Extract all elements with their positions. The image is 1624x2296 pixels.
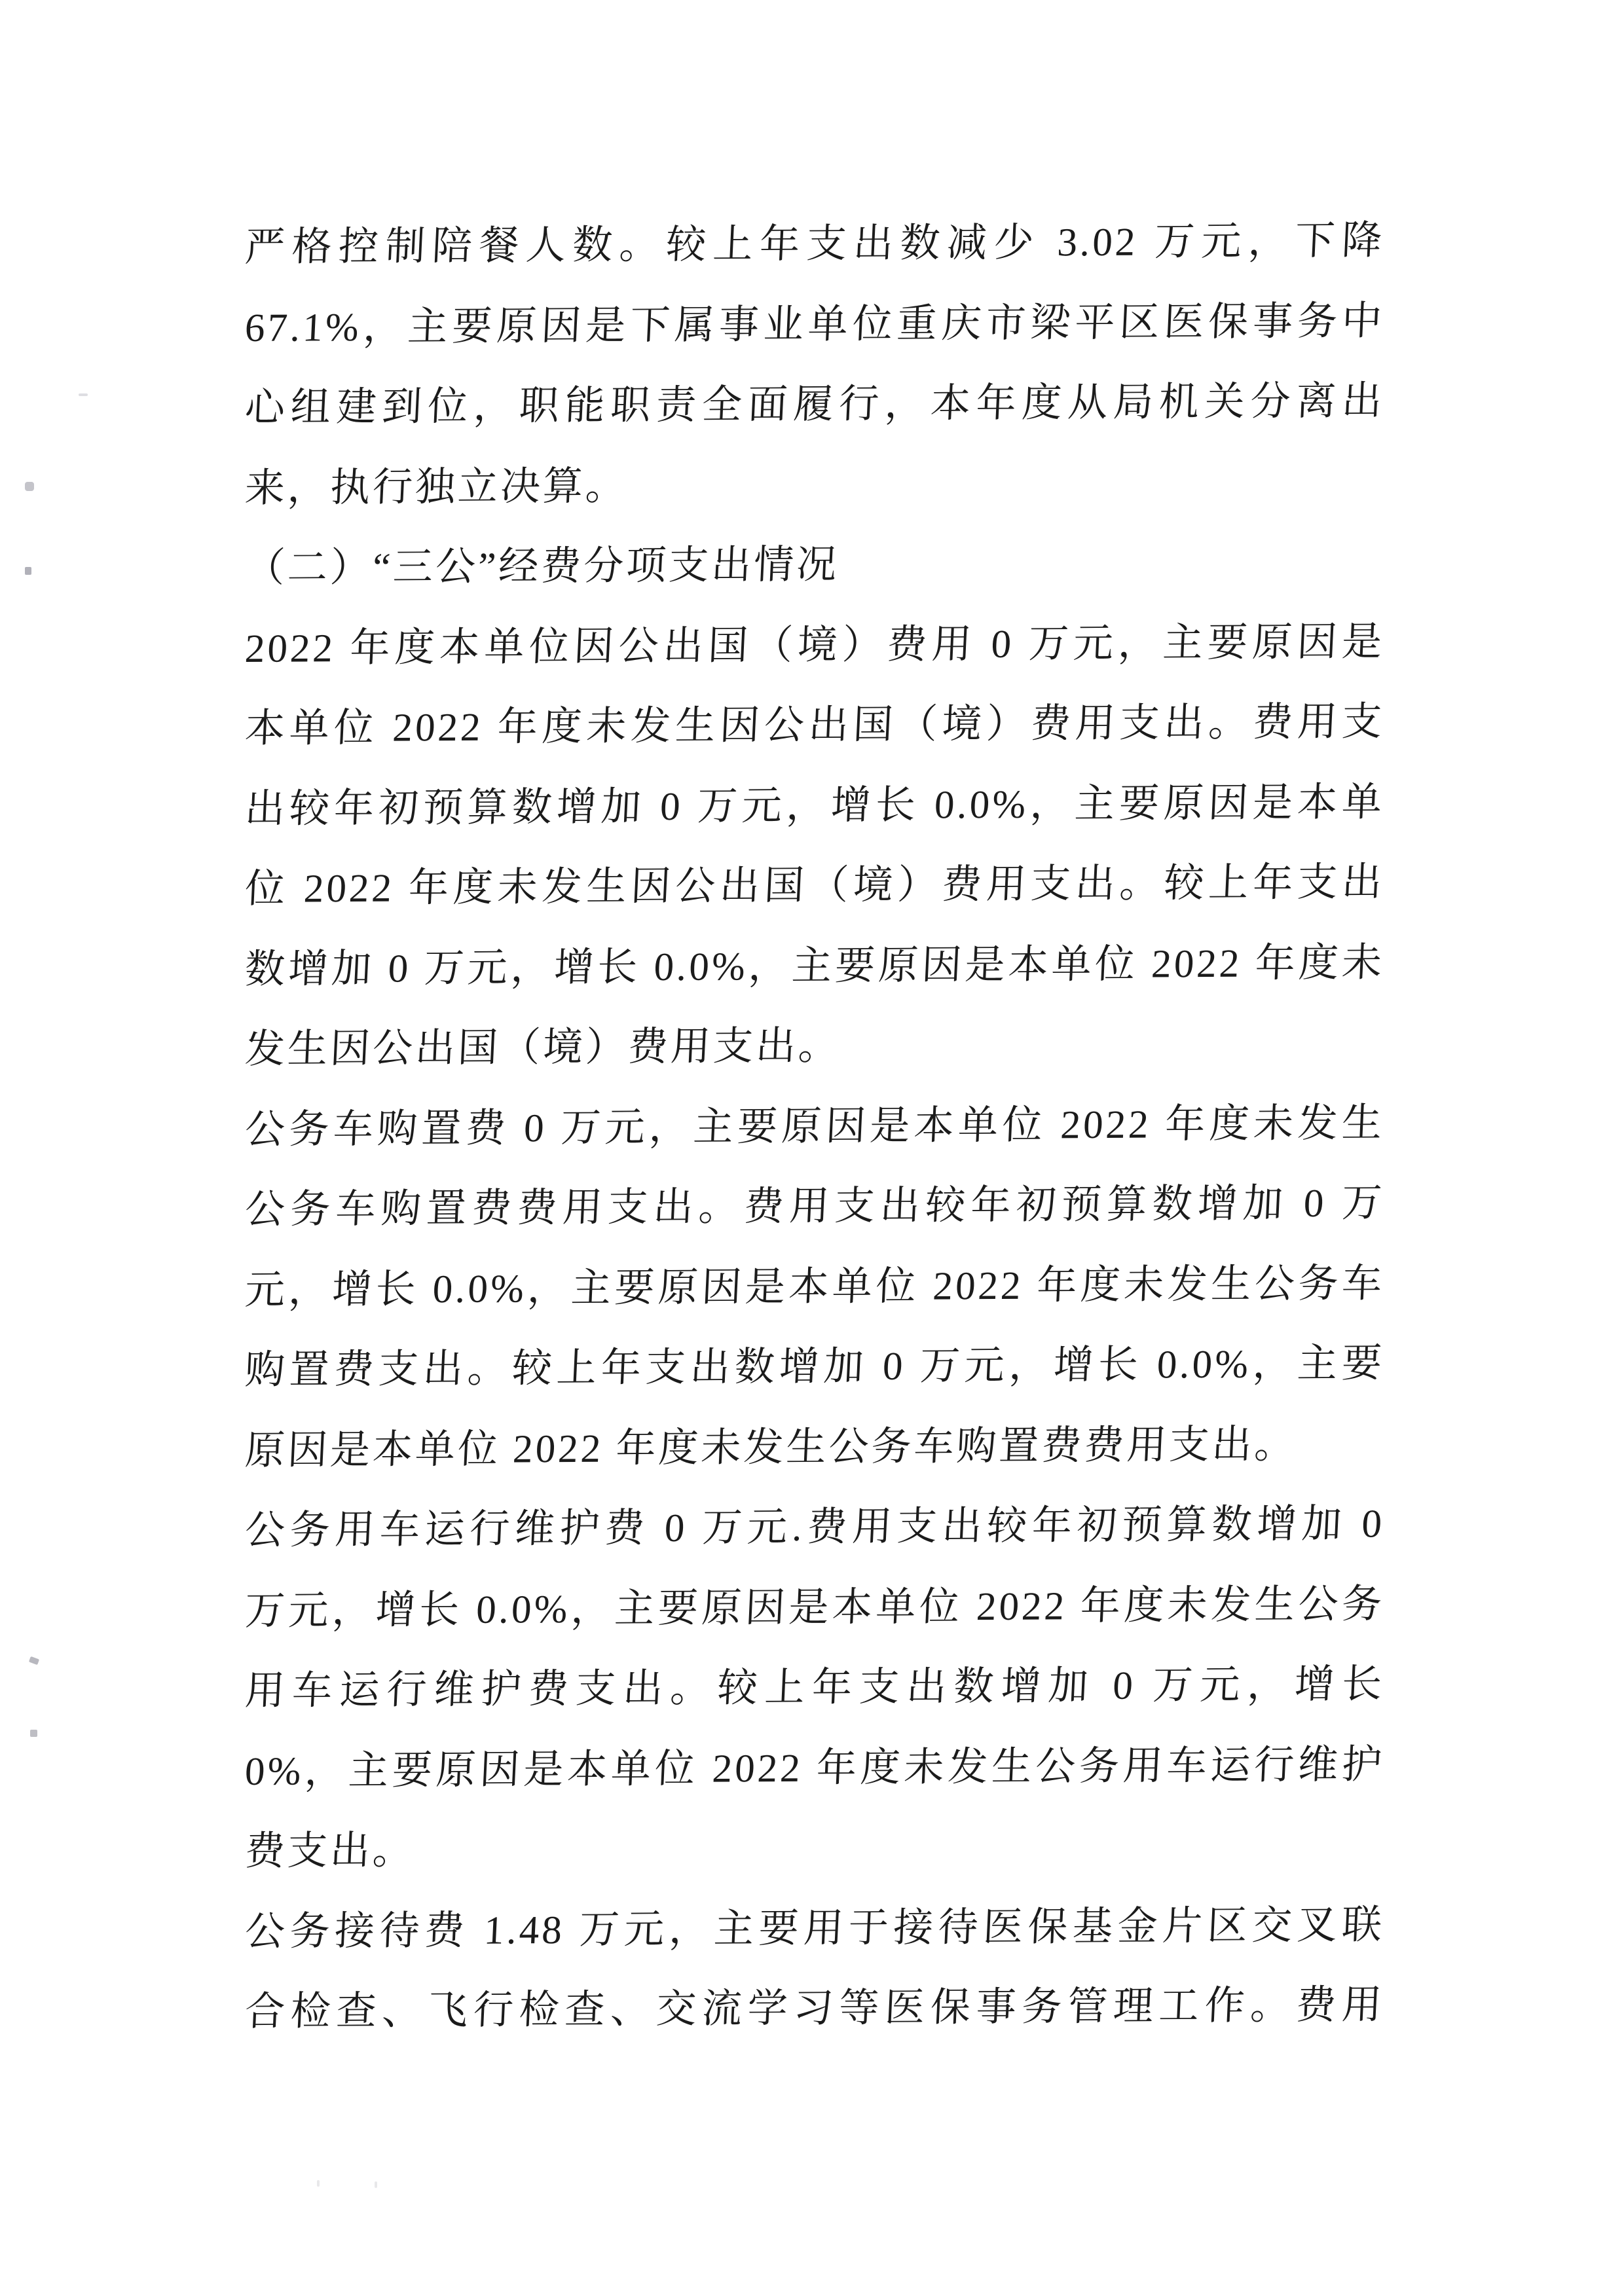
text-line: 公务车购置费 0 万元，主要原因是本单位 2022 年度未发生 bbox=[244, 1101, 1386, 1152]
text-line: 0%，主要原因是本单位 2022 年度未发生公务用车运行维护 bbox=[244, 1742, 1386, 1794]
text-line: 心组建到位，职能职责全面履行，本年度从局机关分离出 bbox=[244, 379, 1386, 430]
text-line: 合检查、飞行检查、交流学习等医保事务管理工作。费用 bbox=[244, 1983, 1386, 2034]
text-line: 来，执行独立决算。 bbox=[244, 464, 629, 511]
text-line: 万元，增长 0.0%，主要原因是本单位 2022 年度未发生公务 bbox=[244, 1582, 1386, 1633]
text-line: 出较年初预算数增加 0 万元，增长 0.0%，主要原因是本单 bbox=[244, 780, 1386, 831]
scan-speck bbox=[29, 1656, 39, 1665]
text-line: 2022 年度本单位因公出国（境）费用 0 万元，主要原因是 bbox=[244, 619, 1386, 671]
text-line: 购置费支出。较上年支出数增加 0 万元，增长 0.0%，主要 bbox=[244, 1341, 1386, 1393]
document-text-block bbox=[244, 208, 1386, 2053]
text-line: 公务车购置费费用支出。费用支出较年初预算数增加 0 万 bbox=[244, 1181, 1386, 1232]
scan-speck bbox=[375, 2181, 377, 2188]
text-line: 本单位 2022 年度未发生因公出国（境）费用支出。费用支 bbox=[244, 700, 1386, 751]
text-line: 严格控制陪餐人数。较上年支出数减少 3.02 万元，下降 bbox=[244, 219, 1386, 270]
text-line: 公务用车运行维护费 0 万元.费用支出较年初预算数增加 0 bbox=[244, 1502, 1386, 1553]
text-line: 公务接待费 1.48 万元，主要用于接待医保基金片区交叉联 bbox=[244, 1903, 1386, 1954]
section-heading: （二）“三公”经费分项支出情况 bbox=[244, 543, 840, 591]
scan-speck bbox=[25, 482, 34, 491]
scan-speck bbox=[25, 567, 31, 575]
text-line: 67.1%，主要原因是下属事业单位重庆市梁平区医保事务中 bbox=[244, 299, 1386, 350]
scan-speck bbox=[317, 2180, 320, 2187]
text-line: 元，增长 0.0%，主要原因是本单位 2022 年度未发生公务车 bbox=[244, 1261, 1386, 1313]
text-line: 用车运行维护费支出。较上年支出数增加 0 万元，增长 bbox=[244, 1662, 1386, 1713]
text-line: 数增加 0 万元，增长 0.0%，主要原因是本单位 2022 年度未 bbox=[244, 940, 1386, 992]
scan-speck bbox=[30, 1730, 37, 1737]
text-line: 发生因公出国（境）费用支出。 bbox=[244, 1024, 842, 1072]
scan-speck bbox=[79, 393, 88, 396]
text-line: 费支出。 bbox=[244, 1829, 416, 1874]
text-line: 原因是本单位 2022 年度未发生公务车购置费费用支出。 bbox=[244, 1422, 1299, 1473]
text-line: 位 2022 年度未发生因公出国（境）费用支出。较上年支出 bbox=[244, 860, 1386, 911]
